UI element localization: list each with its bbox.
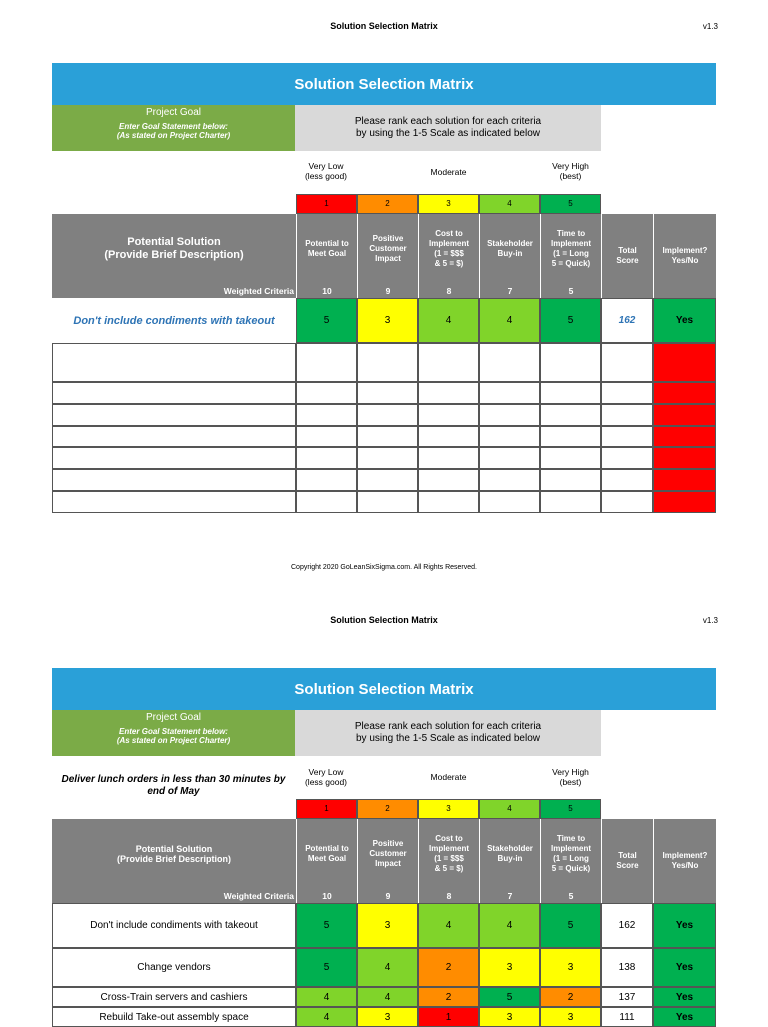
score-cell[interactable]: 3	[540, 1007, 601, 1027]
score-cell[interactable]	[540, 382, 601, 404]
total-score-cell: 138	[601, 948, 653, 987]
scale-box-2: 2	[357, 194, 418, 214]
implement-cell: Yes	[653, 1007, 716, 1027]
copyright-text: Copyright 2020 GoLeanSixSigma.com. All Rights Reserved.	[291, 564, 477, 571]
solution-cell[interactable]: Don't include condiments with takeout	[73, 314, 275, 327]
score-cell[interactable]: 2	[418, 948, 479, 987]
score-cell[interactable]	[357, 447, 418, 469]
weight-4: 7	[479, 284, 540, 298]
score-cell[interactable]	[479, 447, 540, 469]
score-cell[interactable]: 5	[296, 948, 357, 987]
col-header-total: Total Score	[601, 819, 653, 903]
score-cell[interactable]	[418, 491, 479, 513]
score-cell[interactable]: 5	[540, 903, 601, 948]
col-header-total: Total Score	[601, 214, 653, 298]
col-header-cost: Cost to Implement (1 = $$$ & 5 = $)	[418, 214, 479, 284]
score-cell[interactable]	[418, 469, 479, 491]
col-header-solution: Potential Solution (Provide Brief Description)	[52, 214, 296, 284]
score-cell[interactable]: 3	[357, 903, 418, 948]
matrix-banner	[52, 63, 716, 105]
score-cell[interactable]	[296, 447, 357, 469]
goal-hint-2: (As stated on Project Charter)	[116, 736, 231, 745]
goal-statement-field[interactable]	[52, 151, 295, 193]
instructions-line-2: by using the 1-5 Scale as indicated below	[355, 733, 540, 744]
weight-4: 7	[479, 889, 540, 903]
page-version: v1.3	[702, 616, 718, 625]
score-cell[interactable]	[296, 491, 357, 513]
score-cell[interactable]	[296, 426, 357, 447]
score-cell[interactable]	[479, 491, 540, 513]
solution-cell[interactable]: Change vendors	[52, 948, 296, 987]
score-cell[interactable]	[296, 469, 357, 491]
matrix-banner	[52, 668, 716, 710]
total-score-cell: 111	[601, 1007, 653, 1027]
instructions-line-2: by using the 1-5 Scale as indicated below	[355, 128, 540, 139]
goal-hint-2: (As stated on Project Charter)	[116, 131, 231, 140]
implement-cell	[653, 491, 716, 513]
col-header-cost: Cost to Implement (1 = $$$ & 5 = $)	[418, 819, 479, 889]
implement-cell: Yes	[653, 948, 716, 987]
score-cell[interactable]	[418, 404, 479, 426]
score-cell[interactable]	[479, 426, 540, 447]
implement-cell: Yes	[653, 903, 716, 948]
score-cell[interactable]: 2	[418, 987, 479, 1007]
solution-cell[interactable]	[52, 447, 296, 469]
score-cell[interactable]: 5	[540, 298, 601, 343]
score-cell[interactable]: 2	[540, 987, 601, 1007]
implement-cell: Yes	[653, 987, 716, 1007]
solution-cell[interactable]	[52, 469, 296, 491]
total-score-cell: 137	[601, 987, 653, 1007]
score-cell[interactable]: 4	[296, 1007, 357, 1027]
col-header-time: Time to Implement (1 = Long 5 = Quick)	[540, 819, 601, 889]
score-cell[interactable]	[540, 343, 601, 382]
scale-mid-label: Moderate	[430, 772, 467, 782]
scale-box-1: 1	[296, 799, 357, 819]
score-cell[interactable]	[479, 469, 540, 491]
score-cell[interactable]	[540, 469, 601, 491]
col-header-customer-impact: Positive Customer Impact	[357, 214, 418, 284]
weight-2: 9	[357, 889, 418, 903]
implement-cell	[653, 343, 716, 382]
score-cell[interactable]	[357, 382, 418, 404]
score-cell[interactable]	[357, 491, 418, 513]
solution-cell[interactable]	[52, 404, 296, 426]
solution-cell[interactable]	[52, 491, 296, 513]
page-header-title: Solution Selection Matrix	[330, 615, 438, 625]
instructions-line-1: Please rank each solution for each criteria	[354, 721, 542, 732]
col-header-meet-goal: Potential to Meet Goal	[296, 214, 357, 284]
col-header-implement: Implement? Yes/No	[653, 819, 716, 903]
weight-3: 8	[418, 889, 479, 903]
score-cell[interactable]	[357, 469, 418, 491]
scale-mid-label: Moderate	[430, 167, 467, 177]
goal-statement-field[interactable]: Deliver lunch orders in less than 30 minutes by end of May	[61, 774, 286, 797]
score-cell[interactable]	[418, 447, 479, 469]
score-cell[interactable]	[296, 343, 357, 382]
score-cell[interactable]	[357, 404, 418, 426]
goal-hint-1: Enter Goal Statement below:	[119, 727, 228, 736]
score-cell[interactable]: 4	[418, 903, 479, 948]
scale-box-2: 2	[357, 799, 418, 819]
scale-low-label: Very Low (less good)	[304, 161, 348, 181]
weight-2: 9	[357, 284, 418, 298]
total-score-cell	[601, 382, 653, 404]
score-cell[interactable]	[479, 404, 540, 426]
total-score-cell	[601, 447, 653, 469]
score-cell[interactable]: 5	[296, 903, 357, 948]
score-cell[interactable]: 4	[418, 298, 479, 343]
banner-title: Solution Selection Matrix	[294, 75, 474, 93]
score-cell[interactable]	[540, 447, 601, 469]
weighted-criteria-label: Weighted Criteria	[52, 889, 296, 903]
project-goal-label: Project Goal	[145, 712, 202, 723]
score-cell[interactable]	[540, 491, 601, 513]
scale-box-3: 3	[418, 194, 479, 214]
col-header-implement: Implement? Yes/No	[653, 214, 716, 298]
score-cell[interactable]: 3	[540, 948, 601, 987]
project-goal-label: Project Goal	[145, 107, 202, 118]
score-cell[interactable]: 3	[357, 298, 418, 343]
score-cell[interactable]	[296, 382, 357, 404]
weight-3: 8	[418, 284, 479, 298]
score-cell[interactable]	[357, 426, 418, 447]
score-cell[interactable]	[296, 404, 357, 426]
score-cell[interactable]	[357, 343, 418, 382]
solution-cell[interactable]: Rebuild Take-out assembly space	[52, 1007, 296, 1027]
implement-cell	[653, 382, 716, 404]
weight-1: 10	[296, 284, 357, 298]
total-score-cell	[601, 469, 653, 491]
solution-cell[interactable]	[52, 382, 296, 404]
col-header-meet-goal: Potential to Meet Goal	[296, 819, 357, 889]
score-cell[interactable]: 3	[357, 1007, 418, 1027]
implement-cell	[653, 469, 716, 491]
col-header-stakeholder: Stakeholder Buy-in	[479, 214, 540, 284]
instructions-line-1: Please rank each solution for each criteria	[354, 116, 542, 127]
implement-cell	[653, 426, 716, 447]
score-cell[interactable]	[479, 382, 540, 404]
scale-box-4: 4	[479, 194, 540, 214]
scale-box-4: 4	[479, 799, 540, 819]
solution-cell[interactable]: Don't include condiments with takeout	[52, 903, 296, 948]
scale-box-1: 1	[296, 194, 357, 214]
implement-cell	[653, 404, 716, 426]
scale-low-label: Very Low (less good)	[304, 767, 348, 787]
score-cell[interactable]: 4	[357, 948, 418, 987]
col-header-solution: Potential Solution (Provide Brief Description)	[52, 819, 296, 889]
score-cell[interactable]	[540, 426, 601, 447]
total-score-cell	[601, 491, 653, 513]
weight-5: 5	[540, 889, 601, 903]
scale-high-label: Very High (best)	[552, 767, 589, 787]
total-score-cell	[601, 404, 653, 426]
solution-cell[interactable]	[52, 426, 296, 447]
score-cell[interactable]: 3	[479, 1007, 540, 1027]
scale-high-label: Very High (best)	[552, 161, 589, 181]
col-header-customer-impact: Positive Customer Impact	[357, 819, 418, 889]
instructions-box	[295, 105, 601, 151]
project-goal-box	[52, 105, 295, 151]
score-cell[interactable]: 3	[479, 948, 540, 987]
score-cell[interactable]	[418, 382, 479, 404]
score-cell[interactable]	[540, 404, 601, 426]
total-score-cell	[601, 343, 653, 382]
weight-1: 10	[296, 889, 357, 903]
instructions-box	[295, 710, 601, 756]
page-header-title: Solution Selection Matrix	[330, 21, 438, 31]
score-cell[interactable]: 4	[296, 987, 357, 1007]
score-cell[interactable]	[479, 343, 540, 382]
col-header-time: Time to Implement (1 = Long 5 = Quick)	[540, 214, 601, 284]
score-cell[interactable]	[418, 343, 479, 382]
goal-hint-1: Enter Goal Statement below:	[119, 122, 228, 131]
score-cell[interactable]: 4	[479, 903, 540, 948]
project-goal-box	[52, 710, 295, 756]
score-cell[interactable]: 1	[418, 1007, 479, 1027]
banner-title: Solution Selection Matrix	[294, 680, 474, 698]
weighted-criteria-label: Weighted Criteria	[52, 284, 296, 298]
score-cell[interactable]: 5	[479, 987, 540, 1007]
page-version: v1.3	[702, 22, 718, 31]
col-header-stakeholder: Stakeholder Buy-in	[479, 819, 540, 889]
score-cell[interactable]	[418, 426, 479, 447]
total-score-cell: 162	[601, 298, 653, 343]
score-cell[interactable]: 5	[296, 298, 357, 343]
implement-cell	[653, 447, 716, 469]
total-score-cell	[601, 426, 653, 447]
score-cell[interactable]: 4	[357, 987, 418, 1007]
scale-box-5: 5	[540, 799, 601, 819]
scale-box-3: 3	[418, 799, 479, 819]
solution-cell[interactable]	[52, 343, 296, 382]
scale-box-5: 5	[540, 194, 601, 214]
implement-cell: Yes	[653, 298, 716, 343]
solution-cell[interactable]: Cross-Train servers and cashiers	[52, 987, 296, 1007]
score-cell[interactable]: 4	[479, 298, 540, 343]
total-score-cell: 162	[601, 903, 653, 948]
weight-5: 5	[540, 284, 601, 298]
